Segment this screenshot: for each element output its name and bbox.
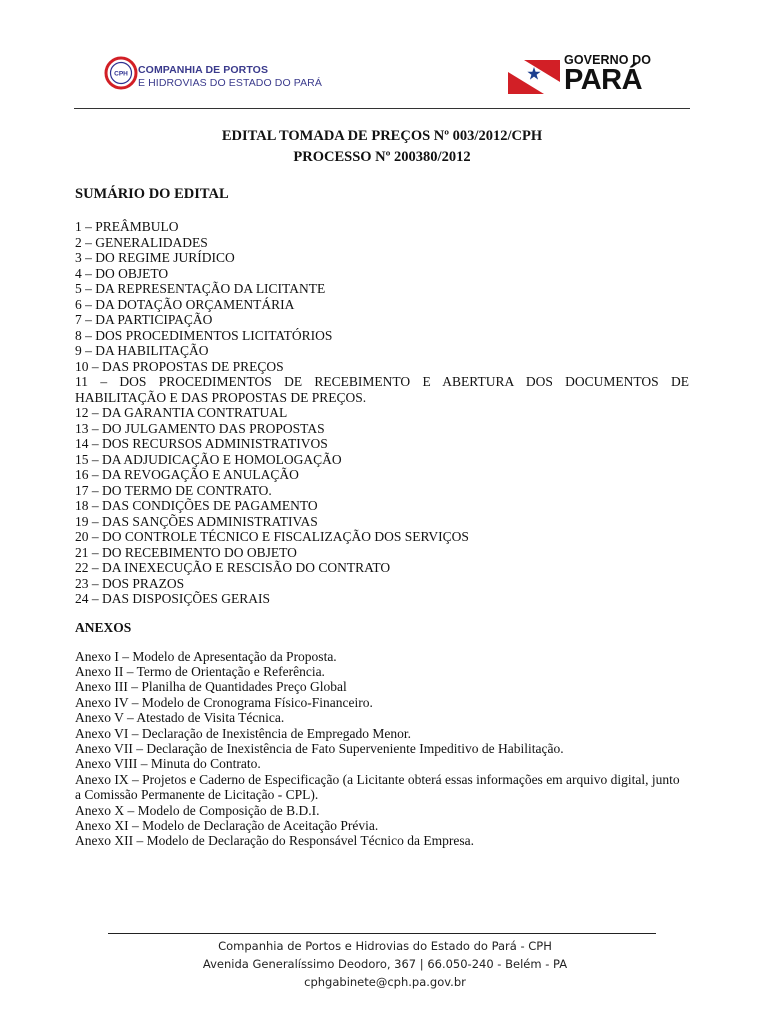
cph-logo-text: CPH (114, 70, 128, 78)
anexo-item: Anexo VIII – Minuta do Contrato. (75, 756, 261, 772)
anexos-heading: ANEXOS (75, 619, 132, 635)
toc-item: 22 – DA INEXECUÇÃO E RESCISÃO DO CONTRATO (75, 560, 391, 575)
anexo-item: Anexo III – Planilha de Quantidades Preço Global (75, 679, 347, 695)
company-name (138, 64, 322, 89)
toc-item: 20 – DO CONTROLE TÉCNICO E FISCALIZAÇÃO DOS SERVIÇOS (75, 529, 469, 544)
footer-company: Companhia de Portos e Hidrovias do Estado do Pará - CPH (218, 939, 552, 953)
document-title (75, 126, 689, 168)
toc-item: 5 – DA REPRESENTAÇÃO DA LICITANTE (75, 281, 326, 296)
toc-item: 12 – DA GARANTIA CONTRATUAL (75, 405, 288, 420)
anexo-item: Anexo IV – Modelo de Cronograma Físico-Financeiro. (75, 694, 373, 710)
toc-item: 24 – DAS DISPOSIÇÕES GERAIS (75, 591, 271, 606)
sumario-heading: SUMÁRIO DO EDITAL (75, 186, 229, 202)
governo-do-para-logo (564, 54, 651, 94)
toc-item: 10 – DAS PROPOSTAS DE PREÇOS (75, 358, 284, 374)
toc-item: 13 – DO JULGAMENTO DAS PROPOSTAS (75, 420, 325, 436)
toc-item: 23 – DOS PRAZOS (75, 575, 185, 591)
anexos-list (75, 649, 689, 849)
anexo-item: Anexo V – Atestado de Visita Técnica. (75, 710, 285, 726)
title-line2: PROCESSO Nº 200380/2012 (293, 149, 471, 165)
toc-item: 2 – GENERALIDADES (75, 234, 208, 250)
page-header (0, 0, 770, 112)
anexo-item: Anexo IX – Projetos e Caderno de Especificação (a Licitante obterá essas informações em arquivo digital, junto a Comissão Permanente de Licitação - CPL). (75, 771, 680, 803)
footer-address: Avenida Generalíssimo Deodoro, 367 | 66.050-240 - Belém - PA (202, 957, 568, 971)
toc-item: 17 – DO TERMO DE CONTRATO. (75, 482, 272, 498)
toc-item: 19 – DAS SANÇÕES ADMINISTRATIVAS (75, 513, 318, 529)
anexo-item: Anexo VII – Declaração de Inexistência de Fato Superveniente Impeditivo de Habilitação. (75, 740, 564, 756)
company-name-line1: COMPANHIA DE PORTOS (138, 64, 269, 76)
table-of-contents (75, 219, 689, 607)
toc-item: 7 – DA PARTICIPAÇÃO (75, 312, 213, 327)
footer-email: cphgabinete@cph.pa.gov.br (304, 975, 466, 989)
gov-logo-line2: PARÁ (564, 64, 643, 96)
toc-item: 4 – DO OBJETO (75, 265, 169, 281)
toc-item: 3 – DO REGIME JURÍDICO (75, 250, 235, 265)
toc-item: 15 – DA ADJUDICAÇÃO E HOMOLOGAÇÃO (75, 451, 342, 467)
toc-item: 9 – DA HABILITAÇÃO (75, 343, 209, 358)
anexo-item: Anexo X – Modelo de Composição de B.D.I. (75, 802, 320, 818)
page-footer (0, 937, 770, 991)
toc-item: 21 – DO RECEBIMENTO DO OBJETO (75, 544, 297, 560)
company-name-line2: E HIDROVIAS DO ESTADO DO PARÁ (138, 76, 322, 89)
anexo-item: Anexo VI – Declaração de Inexistência de Empregado Menor. (75, 725, 411, 741)
anexo-item: Anexo XII – Modelo de Declaração do Responsável Técnico da Empresa. (75, 833, 474, 849)
title-line1: EDITAL TOMADA DE PREÇOS Nº 003/2012/CPH (221, 128, 543, 144)
toc-item: 11 – DOS PROCEDIMENTOS DE RECEBIMENTO E ABERTURA DOS DOCUMENTOS DE HABILITAÇÃO E DAS PROPOSTAS DE PREÇOS. (75, 374, 689, 405)
toc-item: 14 – DOS RECURSOS ADMINISTRATIVOS (75, 436, 328, 451)
cph-logo-icon (104, 56, 138, 90)
footer-divider (108, 933, 656, 934)
toc-item: 8 – DOS PROCEDIMENTOS LICITATÓRIOS (75, 327, 333, 343)
toc-item: 6 – DA DOTAÇÃO ORÇAMENTÁRIA (75, 296, 295, 312)
header-divider (74, 108, 690, 109)
gov-logo-line1: GOVERNO DO (564, 53, 652, 67)
anexo-item: Anexo XI – Modelo de Declaração de Aceitação Prévia. (75, 817, 379, 833)
toc-item: 16 – DA REVOGAÇÃO E ANULAÇÃO (75, 467, 299, 482)
anexo-item: Anexo II – Termo de Orientação e Referência. (75, 663, 325, 679)
toc-item: 18 – DAS CONDIÇÕES DE PAGAMENTO (75, 498, 318, 513)
anexo-item: Anexo I – Modelo de Apresentação da Proposta. (75, 648, 337, 664)
toc-item: 1 – PREÂMBULO (75, 219, 179, 234)
document-body (75, 122, 689, 849)
